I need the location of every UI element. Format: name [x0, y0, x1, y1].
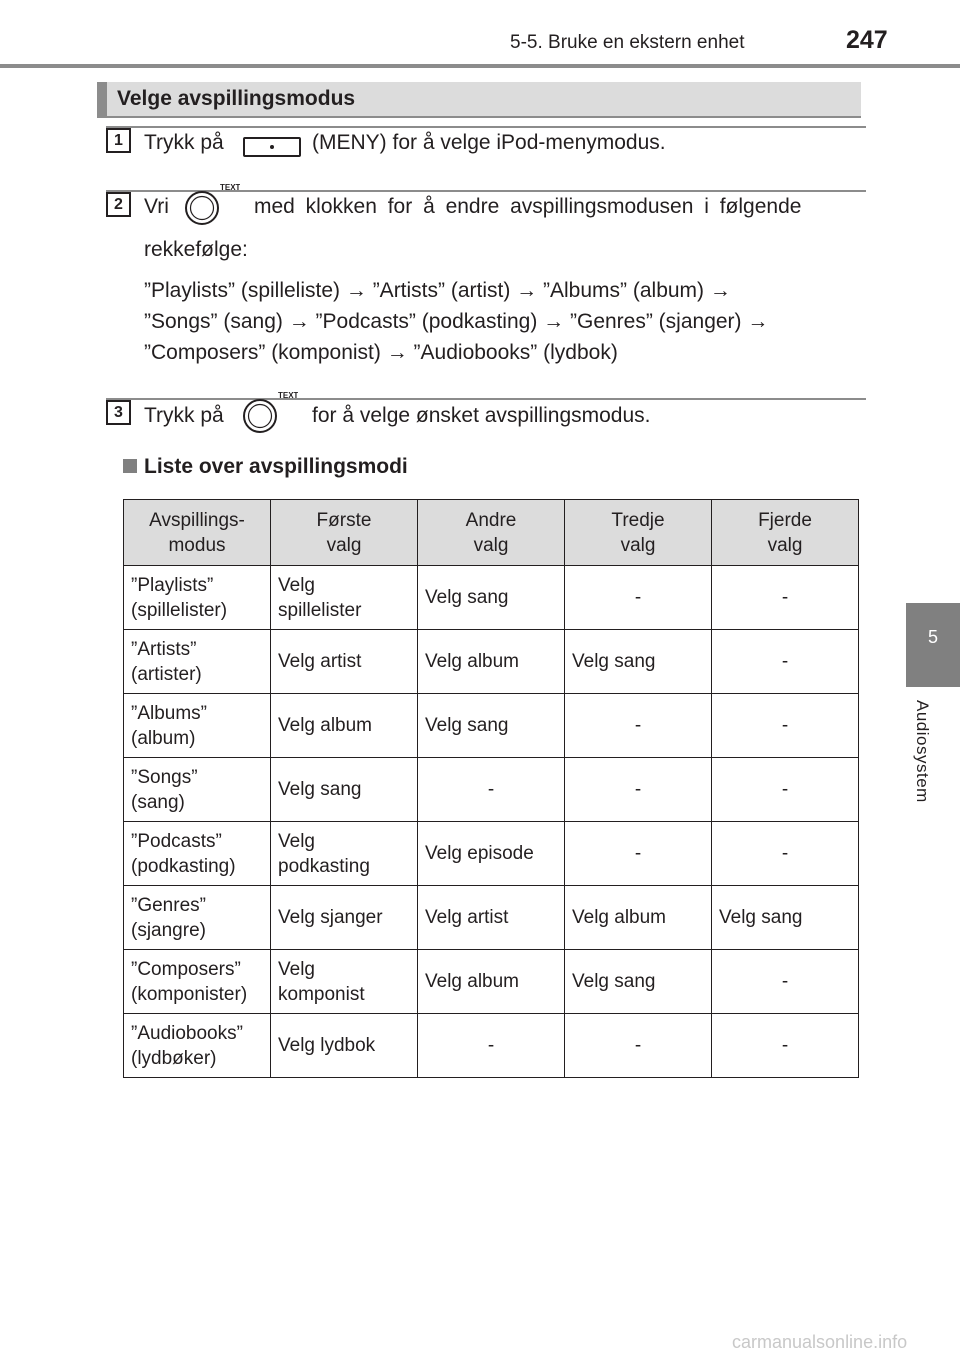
step-1-text-before: Trykk på: [144, 131, 224, 154]
table-header-row: [124, 500, 859, 566]
header-rule: [0, 64, 960, 68]
chapter-number: 5: [927, 627, 938, 647]
table-cell: -: [712, 822, 859, 886]
table-cell: -: [712, 950, 859, 1014]
table-cell: Velg artist: [418, 886, 565, 950]
table-cell: Velg episode: [418, 822, 565, 886]
header-second-choice: Andre valg: [418, 500, 565, 566]
table-cell: Velg album: [418, 630, 565, 694]
table-cell: -: [565, 1014, 712, 1078]
step-2-text-before: Vri: [144, 195, 169, 218]
header-third-choice: Tredje valg: [565, 500, 712, 566]
step-2-line2: rekkefølge:: [144, 238, 248, 261]
table-cell: Velg album: [271, 694, 418, 758]
table-cell: -: [712, 758, 859, 822]
table-row: [124, 758, 859, 822]
table-cell: ”Podcasts” (podkasting): [124, 822, 271, 886]
table-row: [124, 886, 859, 950]
tune-knob-icon: [242, 388, 298, 444]
table-cell: Velg album: [418, 950, 565, 1014]
step-number-2: 2: [106, 192, 131, 217]
table-cell: ”Playlists” (spillelister): [124, 566, 271, 630]
header-first-choice: Første valg: [271, 500, 418, 566]
table-cell: Velg sang: [418, 566, 565, 630]
table-cell: Velg spillelister: [271, 566, 418, 630]
table-cell: -: [418, 758, 565, 822]
table-cell: -: [712, 1014, 859, 1078]
table-cell: Velg artist: [271, 630, 418, 694]
table-cell: -: [565, 758, 712, 822]
table-cell: ”Audiobooks” (lydbøker): [124, 1014, 271, 1078]
knob-text-label: TEXT: [278, 391, 298, 400]
playback-mode-table: [123, 499, 859, 1078]
list-heading: Liste over avspillingsmodi: [144, 455, 408, 478]
table-cell: Velg komponist: [271, 950, 418, 1014]
sequence-line-3: ”Composers” (komponist) → ”Audiobooks” (lydbok): [144, 341, 618, 364]
table-cell: -: [565, 566, 712, 630]
header-fourth-choice: Fjerde valg: [712, 500, 859, 566]
section-title: Velge avspillingsmodus: [117, 87, 356, 110]
chapter-tab: [906, 603, 960, 687]
table-cell: Velg album: [565, 886, 712, 950]
chapter-label: Audiosystem: [913, 700, 932, 803]
tune-knob-icon: [184, 180, 240, 236]
table-cell: -: [418, 1014, 565, 1078]
table-row: [124, 566, 859, 630]
header-mode: Avspillings- modus: [124, 500, 271, 566]
table-row: [124, 694, 859, 758]
watermark: carmanualsonline.info: [732, 1332, 908, 1352]
step-number-3: 3: [106, 400, 131, 425]
table-cell: ”Songs” (sang): [124, 758, 271, 822]
step-2-text-after: med klokken for å endre avspillingsmodusen i følgende: [254, 195, 802, 218]
step-3-text-after: for å velge ønsket avspillingsmodus.: [312, 404, 651, 427]
table-row: [124, 822, 859, 886]
table-row: [124, 950, 859, 1014]
table-cell: ”Albums” (album): [124, 694, 271, 758]
header-title: 5-5. Bruke en ekstern enhet: [510, 32, 745, 53]
step-1-text-after: (MENY) for å velge iPod-menymodus.: [312, 131, 666, 154]
step-3-text-before: Trykk på: [144, 404, 224, 427]
table-cell: Velg sang: [418, 694, 565, 758]
table-cell: -: [565, 694, 712, 758]
table-cell: -: [712, 630, 859, 694]
menu-button-icon: [243, 137, 301, 157]
table-cell: ”Genres” (sjangre): [124, 886, 271, 950]
knob-text-label: TEXT: [220, 183, 240, 192]
table-cell: Velg sang: [712, 886, 859, 950]
table-cell: Velg sang: [271, 758, 418, 822]
table-cell: Velg podkasting: [271, 822, 418, 886]
table-cell: -: [712, 566, 859, 630]
table-cell: ”Composers” (komponister): [124, 950, 271, 1014]
table-cell: ”Artists” (artister): [124, 630, 271, 694]
subheading-square-icon: [123, 459, 137, 473]
sequence-line-1: ”Playlists” (spilleliste) → ”Artists” (artist) → ”Albums” (album) →: [144, 279, 731, 302]
table-cell: Velg sang: [565, 950, 712, 1014]
table-cell: -: [565, 822, 712, 886]
table-cell: -: [712, 694, 859, 758]
step-divider: [106, 126, 866, 128]
table-row: [124, 630, 859, 694]
table-row: [124, 1014, 859, 1078]
section-bar: [97, 82, 861, 118]
page-number: 247: [846, 26, 888, 54]
table-cell: Velg sjanger: [271, 886, 418, 950]
step-number-1: 1: [106, 128, 131, 153]
sequence-line-2: ”Songs” (sang) → ”Podcasts” (podkasting) → ”Genres” (sjanger) →: [144, 310, 769, 333]
table-cell: Velg sang: [565, 630, 712, 694]
table-cell: Velg lydbok: [271, 1014, 418, 1078]
step-divider: [106, 398, 866, 400]
